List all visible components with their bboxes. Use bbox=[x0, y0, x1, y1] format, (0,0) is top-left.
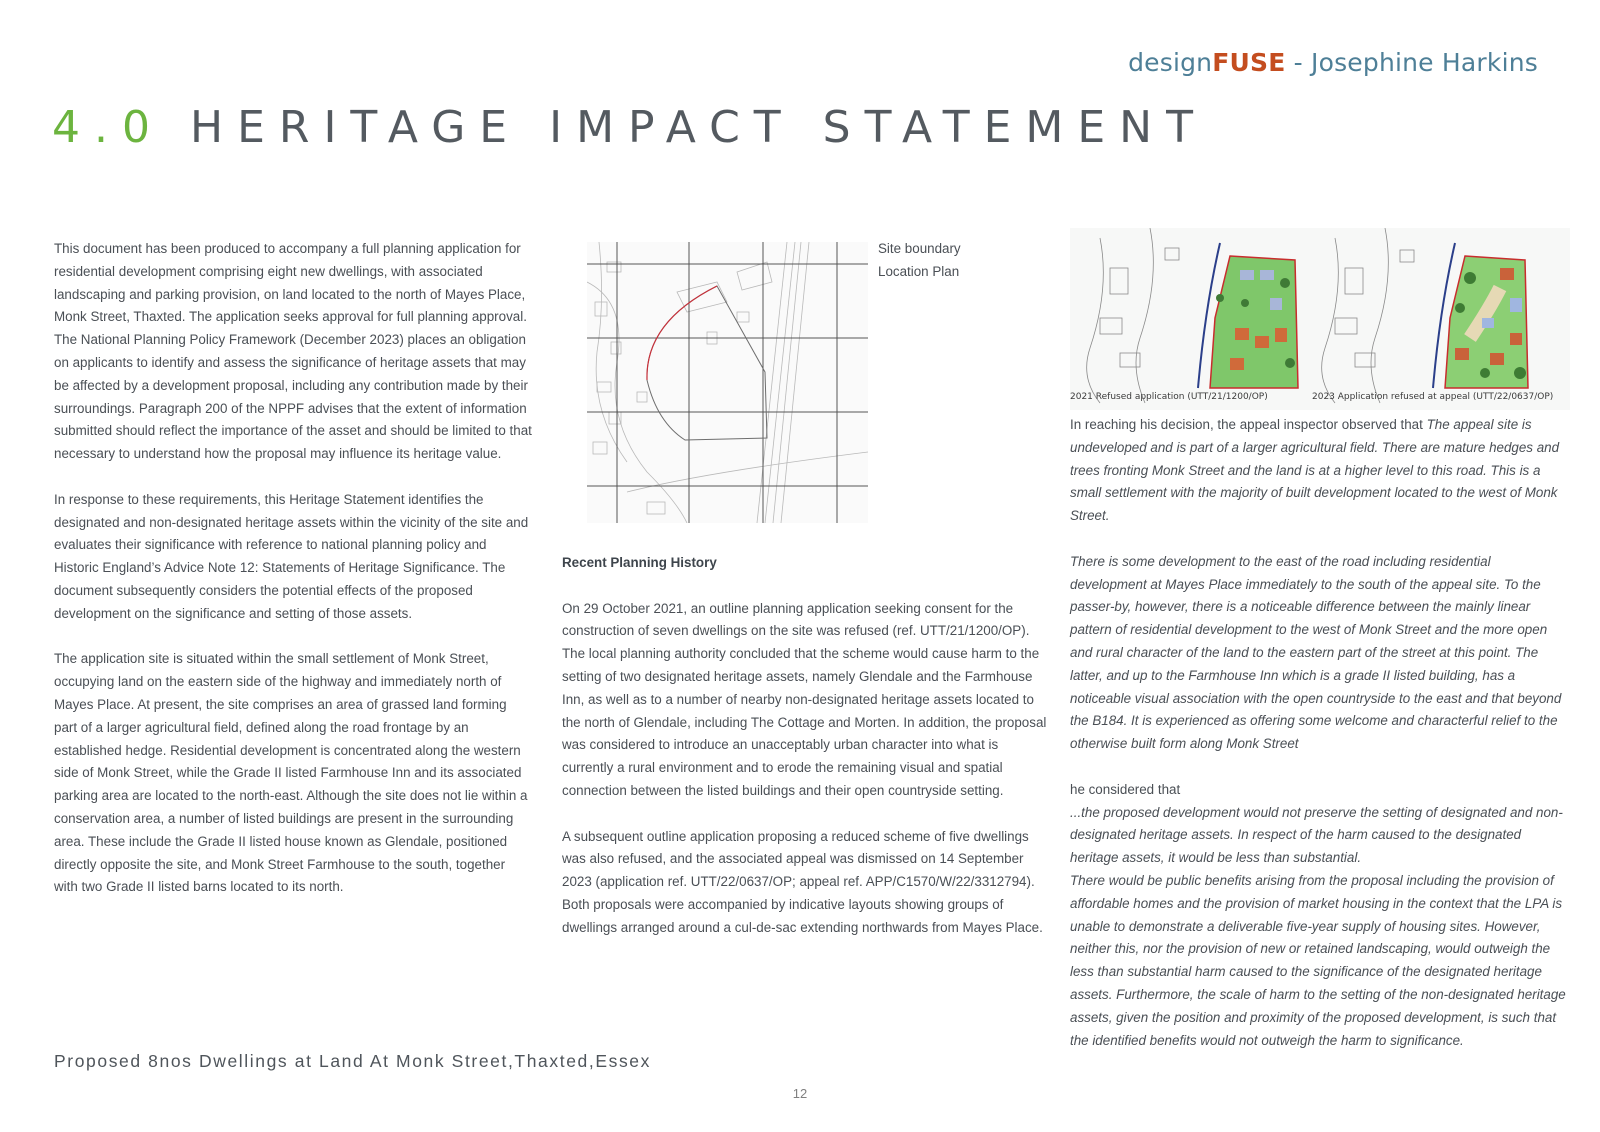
paragraph: A subsequent outline application proposing a reduced scheme of five dwellings was also refused, and the associated appeal was dismissed on 14 September 2023 (application ref. UTT/22/0637/OP; appeal ref. APP/C1570/W/22/3312794). Both proposals were accompanied by indicative layouts showing groups of dwellings arranged around a cul-de-sac extending northwards from Mayes Place. bbox=[562, 828, 1043, 935]
brand-suffix: - Josephine Harkins bbox=[1285, 48, 1538, 77]
paragraph: In response to these requirements, this Heritage Statement identifies the designated and non-designated heritage assets within the vicinity of the site and evaluates their significance with reference to national planning policy and Historic England’s Advice Note 12: Statements of Heritage Significance. The document subsequently considers the potential effects of the proposed development on the significance and setting of those assets. bbox=[54, 491, 529, 621]
section-heading: Recent Planning History bbox=[562, 555, 717, 570]
quote: There is some development to the east of the road including residential development at Mayes Place immediately to the south of the appeal site. To the passer-by, however, there is a noticeable difference between the mainly linear pattern of residential development to the west of Monk Street and the more open and rural character of the land to the eastern part of the street at this point. The latter, and up to the Farmhouse Inn which is a grade II listed building, has a noticeable visual association with the open countryside to the east and that beyond the B184. It is experienced as offering some welcome and characterful relief to the otherwise built form along Monk Street bbox=[1070, 553, 1562, 752]
quote: The appeal site is undeveloped and is part of a larger agricultural field. There are mature hedges and trees fronting Monk Street and the land is at a higher level to this road. This is a small settlement with the majority of built development located to the west of Monk Street. bbox=[1070, 417, 1560, 524]
refused-layout-plans bbox=[1070, 228, 1570, 410]
paragraph: On 29 October 2021, an outline planning application seeking consent for the construction of seven dwellings on the site was refused (ref. UTT/21/1200/OP). The local planning authority concluded that the scheme would cause harm to the setting of two designated heritage assets, namely Glendale and the Farmhouse Inn, as well as to a number of nearby non-designated heritage assets located to the north of Glendale, including The Cottage and Morten. In addition, the proposal was considered to introduce an unacceptably urban character into what is currently a rural environment and to erode the remaining visual and spatial connection between the listed buildings and their open countryside setting. bbox=[562, 600, 1047, 798]
footer-project-title: Proposed 8nos Dwellings at Land At Monk Street,Thaxted,Essex bbox=[54, 1051, 651, 1071]
page-title bbox=[52, 102, 1207, 153]
quote: ...the proposed development would not preserve the setting of designated and non-designated heritage assets. In respect of the harm caused to the designated heritage assets, it would be less than substantial. bbox=[1070, 804, 1563, 866]
plan-caption: 2021 Refused application (UTT/21/1200/OP) bbox=[1070, 392, 1268, 402]
paragraph: The application site is situated within the small settlement of Monk Street, occupying land on the eastern side of the highway and immediately north of Mayes Place. At present, the site comprises an area of grassed land forming part of a larger agricultural field, defined along the road frontage by an established hedge. Residential development is concentrated along the western side of Monk Street, while the Grade II listed Farmhouse Inn and its associated parking area are located to the north-east. Although the site does not lie within a conservation area, a number of listed buildings are present in the surrounding area. These include the Grade II listed house known as Glendale, positioned directly opposite the site, and Monk Street Farmhouse to the south, together with two Grade II listed barns located to its north. bbox=[54, 651, 528, 895]
quote: There would be public benefits arising from the proposal including the provision of affordable homes and the provision of market housing in the context that the LPA is unable to demonstrate a deliverable five-year supply of housing sites. However, neither this, nor the provision of new or retained landscaping, would outweigh the less than substantial harm caused to the significance of the designated heritage assets. Furthermore, the scale of harm to the setting of the non-designated heritage assets, given the position and proximity of the proposed development, is such that the identified benefits would not outweigh the harm to significance. bbox=[1070, 872, 1566, 1048]
column-intro bbox=[54, 238, 532, 899]
section-number: 4.0 bbox=[52, 102, 164, 153]
plan-caption: 2023 Application refused at appeal (UTT/22/0637/OP) bbox=[1312, 392, 1554, 402]
map-label-line: Location Plan bbox=[878, 263, 960, 279]
intro-text: In reaching his decision, the appeal inspector observed that bbox=[1070, 417, 1427, 432]
page-number: 12 bbox=[792, 1086, 808, 1101]
brand-highlight: FUSE bbox=[1212, 48, 1286, 77]
paragraph: This document has been produced to accompany a full planning application for residential development comprising eight new dwellings, with associated landscaping and parking provision, on land located to the north of Mayes Place, Monk Street, Thaxted. The application seeks approval for full planning approval. bbox=[54, 241, 527, 325]
column-planning-history bbox=[562, 552, 1050, 940]
brand-prefix: design bbox=[1128, 48, 1213, 77]
paragraph bbox=[1070, 414, 1568, 528]
map-label-line: Site boundary bbox=[878, 241, 961, 256]
location-plan-map bbox=[587, 242, 868, 523]
section-title: HERITAGE IMPACT STATEMENT bbox=[189, 102, 1207, 153]
brand-logo bbox=[1128, 48, 1538, 77]
lead-text: he considered that bbox=[1070, 781, 1181, 797]
column-appeal-decision bbox=[1070, 414, 1568, 1052]
paragraph: The National Planning Policy Framework (December 2023) places an obligation on applicants to identify and assess the significance of heritage assets that may be affected by a development proposal, including any contribution made by their surroundings. Paragraph 200 of the NPPF advises that the extent of information submitted should reflect the importance of the asset and should be limited to that necessary to understand how the proposal may influence its heritage value. bbox=[54, 332, 532, 462]
map-label bbox=[878, 238, 961, 284]
